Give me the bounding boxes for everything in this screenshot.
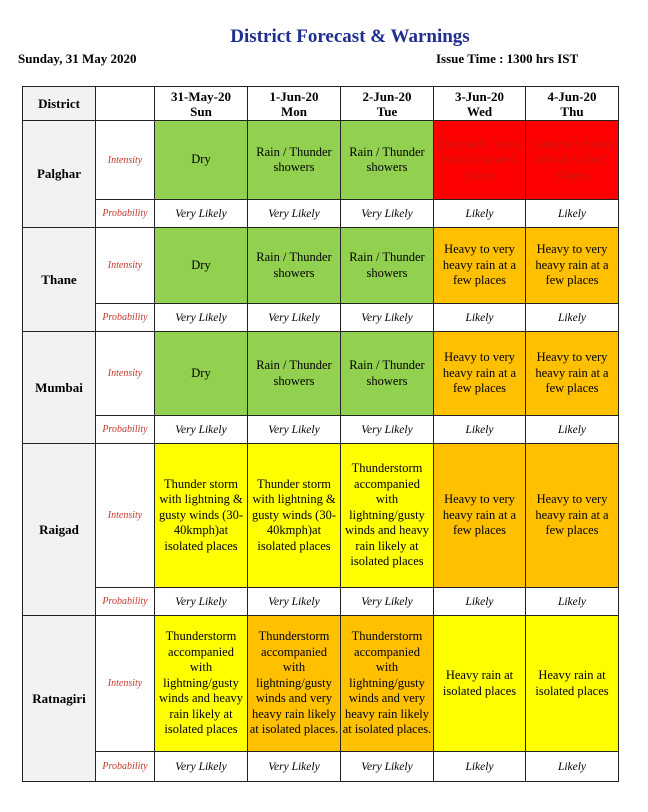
probability-cell: Very Likely — [155, 200, 248, 228]
probability-cell: Very Likely — [248, 200, 341, 228]
intensity-text: Thunderstorm accompanied with lightning/gusty winds and very heavy rain likely at isolated places. — [249, 629, 339, 737]
intensity-cell — [155, 121, 248, 200]
intensity-text: Extremely heavy rain at isolated places — [529, 136, 615, 182]
intensity-cell — [526, 444, 619, 588]
intensity-text: Extremely heavy rain at isolated places — [436, 136, 523, 182]
intensity-text: Thunderstorm accompanied with lightning/gusty winds and heavy rain likely at isolated places — [158, 629, 243, 737]
intensity-cell — [248, 121, 341, 200]
intensity-text: Heavy to very heavy rain at a few places — [442, 242, 517, 288]
intensity-cell — [526, 121, 619, 200]
intensity-cell — [341, 616, 434, 752]
intensity-text: Rain / Thunder showers — [256, 250, 332, 280]
issue-time: Issue Time : 1300 hrs IST — [436, 51, 579, 66]
header-row — [23, 87, 619, 121]
intensity-cell — [248, 444, 341, 588]
probability-row — [23, 304, 619, 332]
probability-cell: Very Likely — [341, 416, 434, 444]
intensity-text: Thunderstorm accompanied with lightning/gusty winds and very heavy rain likely at isolated places. — [342, 629, 432, 737]
intensity-row — [23, 616, 619, 752]
intensity-cell — [434, 228, 526, 304]
probability-cell: Very Likely — [155, 304, 248, 332]
forecast-date: Sunday, 31 May 2020 — [18, 51, 137, 66]
intensity-cell — [248, 616, 341, 752]
probability-row — [23, 588, 619, 616]
intensity-cell — [526, 616, 619, 752]
probability-cell: Likely — [526, 416, 619, 444]
probability-label: Probability — [96, 752, 155, 782]
intensity-text: Rain / Thunder showers — [349, 144, 425, 174]
intensity-text: Rain / Thunder showers — [256, 144, 332, 174]
intensity-text: Dry — [191, 152, 211, 167]
probability-cell: Very Likely — [341, 588, 434, 616]
intensity-row — [23, 228, 619, 304]
district-name: Ratnagiri — [23, 616, 96, 782]
probability-cell: Very Likely — [155, 752, 248, 782]
district-name: Palghar — [23, 121, 96, 228]
probability-cell: Very Likely — [155, 416, 248, 444]
probability-row — [23, 200, 619, 228]
intensity-cell — [526, 228, 619, 304]
intensity-cell — [434, 444, 526, 588]
intensity-label: Intensity — [96, 228, 155, 304]
probability-cell: Very Likely — [248, 588, 341, 616]
probability-cell: Likely — [434, 588, 526, 616]
forecast-table — [22, 86, 619, 782]
probability-row — [23, 416, 619, 444]
probability-cell: Very Likely — [248, 752, 341, 782]
day-header: 3-Jun-20 Wed — [434, 87, 526, 121]
district-column-header: District — [23, 87, 96, 121]
intensity-text: Heavy rain at isolated places — [442, 668, 517, 698]
intensity-text: Heavy to very heavy rain at a few places — [535, 350, 609, 396]
district-name: Mumbai — [23, 332, 96, 444]
intensity-cell — [526, 332, 619, 416]
probability-row — [23, 752, 619, 782]
intensity-cell — [434, 332, 526, 416]
intensity-text: Heavy to very heavy rain at a few places — [535, 492, 609, 538]
intensity-text: Thunder storm with lightning & gusty winds (30-40kmph)at isolated places — [251, 476, 337, 553]
day-header: 31-May-20 Sun — [155, 87, 248, 121]
intensity-cell — [248, 228, 341, 304]
probability-cell: Very Likely — [248, 304, 341, 332]
probability-label: Probability — [96, 304, 155, 332]
intensity-text: Rain / Thunder showers — [256, 358, 332, 388]
probability-cell: Likely — [526, 588, 619, 616]
probability-cell: Very Likely — [341, 200, 434, 228]
intensity-cell — [155, 444, 248, 588]
district-name: Raigad — [23, 444, 96, 616]
probability-cell: Likely — [526, 200, 619, 228]
intensity-text: Dry — [191, 365, 211, 380]
intensity-cell — [155, 332, 248, 416]
district-name: Thane — [23, 228, 96, 332]
day-header: 4-Jun-20 Thu — [526, 87, 619, 121]
intensity-label: Intensity — [96, 332, 155, 416]
intensity-text: Heavy to very heavy rain at a few places — [442, 350, 517, 396]
probability-cell: Likely — [434, 304, 526, 332]
probability-cell: Very Likely — [248, 416, 341, 444]
intensity-text: Thunderstorm accompanied with lightning/gusty winds and heavy rain likely at isolated places — [344, 461, 429, 569]
probability-cell: Likely — [434, 200, 526, 228]
probability-cell: Likely — [434, 416, 526, 444]
intensity-label: Intensity — [96, 444, 155, 588]
intensity-text: Heavy rain at isolated places — [535, 668, 609, 698]
intensity-text: Dry — [191, 257, 211, 272]
label-column-header — [96, 87, 155, 121]
intensity-cell — [341, 121, 434, 200]
probability-cell: Very Likely — [155, 588, 248, 616]
probability-cell: Likely — [434, 752, 526, 782]
intensity-text: Rain / Thunder showers — [349, 358, 425, 388]
probability-label: Probability — [96, 588, 155, 616]
probability-cell: Very Likely — [341, 752, 434, 782]
intensity-cell — [155, 228, 248, 304]
day-header: 1-Jun-20 Mon — [248, 87, 341, 121]
intensity-row — [23, 444, 619, 588]
intensity-cell — [341, 332, 434, 416]
intensity-text: Rain / Thunder showers — [349, 250, 425, 280]
probability-cell: Very Likely — [341, 304, 434, 332]
intensity-row — [23, 332, 619, 416]
probability-cell: Likely — [526, 752, 619, 782]
intensity-text: Heavy to very heavy rain at a few places — [535, 242, 609, 288]
intensity-row — [23, 121, 619, 200]
intensity-cell — [434, 616, 526, 752]
intensity-cell — [341, 228, 434, 304]
probability-label: Probability — [96, 416, 155, 444]
page-title: District Forecast & Warnings — [230, 26, 470, 47]
intensity-cell — [248, 332, 341, 416]
intensity-label: Intensity — [96, 121, 155, 200]
intensity-cell — [155, 616, 248, 752]
intensity-text: Heavy to very heavy rain at a few places — [442, 492, 517, 538]
intensity-text: Thunder storm with lightning & gusty winds (30-40kmph)at isolated places — [158, 476, 244, 553]
intensity-label: Intensity — [96, 616, 155, 752]
day-header: 2-Jun-20 Tue — [341, 87, 434, 121]
probability-cell: Likely — [526, 304, 619, 332]
intensity-cell — [434, 121, 526, 200]
intensity-cell — [341, 444, 434, 588]
probability-label: Probability — [96, 200, 155, 228]
